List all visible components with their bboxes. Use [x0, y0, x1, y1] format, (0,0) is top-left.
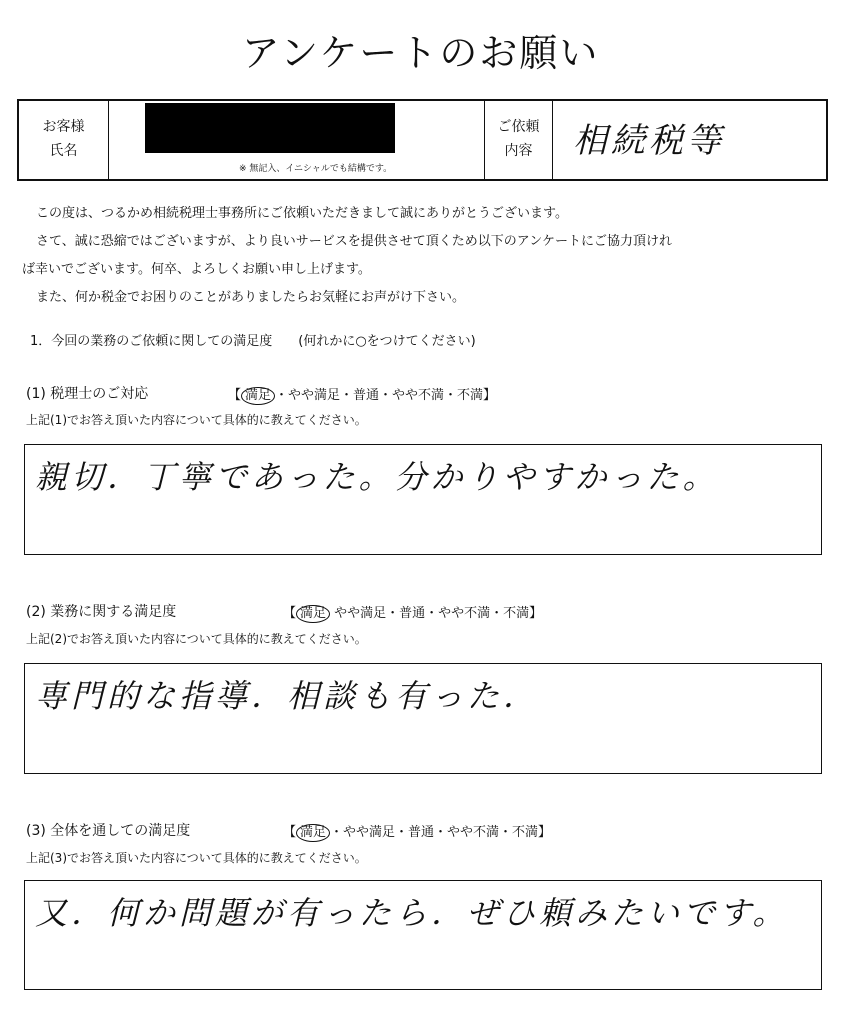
request-label-cell [485, 101, 553, 179]
question-2-options[interactable] [283, 602, 542, 623]
question-1-answer: 親切．丁寧であった。分かりやすかった。 [35, 458, 719, 496]
request-label-line2: 内容 [504, 143, 533, 159]
question-3-selected-option[interactable]: 満足 [296, 824, 330, 842]
customer-label-line2: 氏名 [49, 143, 78, 159]
intro-line-2: さて、誠に恐縮ではございますが、より良いサービスを提供させて頂くため以下のアンケートにご協力頂けれ [36, 234, 672, 249]
name-field-note: ※ 無記入、イニシャルでも結構です。 [239, 164, 393, 174]
customer-label-line1: お客様 [42, 119, 85, 135]
question-2-label: (2) 業務に関する満足度 [26, 604, 177, 620]
question-1-prompt: 上記(1)でお答え頂いた内容について具体的に教えてください。 [26, 413, 367, 427]
question-2-answer: 専門的な指導．相談も有った． [35, 677, 540, 715]
question-1-selected-option[interactable]: 満足 [241, 387, 275, 405]
question-3-options[interactable] [283, 821, 551, 842]
customer-name-field[interactable] [109, 101, 485, 179]
intro-line-3: ば幸いでございます。何卒、よろしくお願い申し上げます。 [22, 262, 371, 277]
question-1-bracket: 【 [228, 388, 242, 403]
request-content-value: 相続税等 [573, 121, 725, 161]
question-2-prompt: 上記(2)でお答え頂いた内容について具体的に教えてください。 [26, 632, 367, 646]
page-title: アンケートのお願い [241, 31, 600, 75]
request-label-line1: ご依頼 [497, 119, 540, 135]
question-2-selected-option[interactable]: 満足 [296, 605, 330, 623]
question-3-bracket: 【 [283, 825, 297, 840]
section-1-heading: 1．今回の業務のご依頼に関しての満足度 (何れかに○をつけてください) [30, 334, 476, 349]
question-3-other-options[interactable]: ・やや満足・普通・やや不満・不満】 [330, 825, 552, 840]
question-1-options[interactable] [228, 384, 496, 405]
question-1-other-options[interactable]: ・やや満足・普通・やや不満・不満】 [275, 388, 497, 403]
request-content-field[interactable] [553, 101, 826, 179]
question-1-label: (1) 税理士のご対応 [26, 386, 149, 402]
question-3-answer: 又．何か問題が有ったら．ぜひ頼みたいです。 [35, 894, 789, 932]
question-2-bracket: 【 [283, 606, 297, 621]
question-2-other-options[interactable]: やや満足・普通・やや不満・不満】 [330, 606, 543, 621]
customer-name-label-cell [19, 101, 109, 179]
redacted-name-block [145, 103, 395, 153]
question-3-label: (3) 全体を通しての満足度 [26, 823, 191, 839]
intro-line-1: この度は、つるかめ相続税理士事務所にご依頼いただきまして誠にありがとうございます。 [36, 206, 568, 221]
intro-line-4: また、何か税金でお困りのことがありましたらお気軽にお声がけ下さい。 [36, 290, 466, 305]
customer-info-table [17, 99, 828, 181]
question-3-prompt: 上記(3)でお答え頂いた内容について具体的に教えてください。 [26, 851, 367, 865]
